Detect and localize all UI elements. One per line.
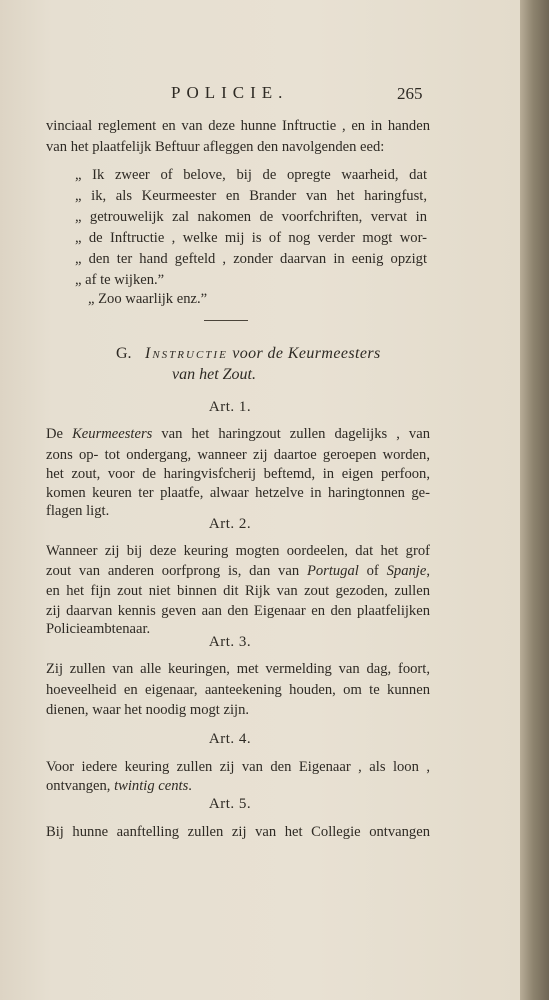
- article-line: Wanneer zij bij deze keuring mogten oordeelen, dat het grof: [46, 543, 430, 559]
- article-line: zij daarvan kennis geven aan den Eigenaar en den plaatfelijken: [46, 603, 430, 619]
- article-line: en het fijn zout niet binnen dit Rijk van zout gezoden, zullen: [46, 583, 430, 599]
- article-heading: Art. 5.: [208, 796, 252, 812]
- article-line: dienen, waar het noodig mogt zijn.: [46, 702, 250, 718]
- article-line: Zij zullen van alle keuringen, met vermelding van dag, foort,: [46, 661, 430, 677]
- intro-line: vinciaal reglement en van deze hunne Inftructie , en in handen: [46, 118, 430, 134]
- section-title-line1: Instructie voor de Keurmeesters: [145, 345, 381, 362]
- article-line-text: De Keurmeesters van het haringzout zullen dagelijks , van: [46, 426, 430, 442]
- oath-line: „ getrouwelijk zal nakomen de voorfchriften, vervat in: [75, 209, 427, 225]
- article-line: [46, 426, 430, 443]
- oath-line: „ de Inftructie , welke mij is of nog verder mogt wor-: [75, 230, 427, 246]
- section-divider: [204, 320, 248, 321]
- running-title: POLICIE.: [171, 83, 289, 102]
- article-heading: Art. 2.: [208, 516, 252, 532]
- article-line: flagen ligt.: [46, 503, 110, 519]
- article-line: zons op- tot ondergang, wanneer zij daartoe geroepen worden,: [46, 447, 430, 463]
- intro-line: van het plaatfelijk Beftuur afleggen den navolgenden eed:: [46, 139, 385, 155]
- article-heading: Art. 1.: [208, 399, 252, 415]
- section-title-line2: van het Zout.: [172, 366, 256, 383]
- article-line: komen keuren ter plaatfe, alwaar hetzelve in haringtonnen ge-: [46, 485, 430, 501]
- article-line: zout van anderen oorfprong is, dan van Portugal of Spanje,: [46, 563, 430, 579]
- oath-line: „ den ter hand gefteld , zonder daarvan in eenig opzigt: [75, 251, 427, 267]
- article-line: hoeveelheid en eigenaar, aanteekening houden, om te kunnen: [46, 682, 430, 698]
- article-line: het zout, voor de haringvisfcherij beftemd, in eigen perfoon,: [46, 466, 430, 482]
- oath-line: „ Ik zweer of belove, bij de opregte waarheid, dat: [75, 167, 427, 183]
- oath-line: „ af te wijken.”: [75, 272, 165, 288]
- page-edge-shadow: [520, 0, 549, 1000]
- section-letter: G.: [116, 345, 132, 362]
- article-line: Policieambtenaar.: [46, 621, 151, 637]
- page-number: 265: [397, 84, 423, 103]
- oath-closing: „ Zoo waarlijk enz.”: [88, 291, 208, 307]
- article-line: ontvangen, twintig cents.: [46, 778, 192, 794]
- oath-line: „ ik, als Keurmeester en Brander van het haringfust,: [75, 188, 427, 204]
- article-heading: Art. 4.: [208, 731, 252, 747]
- article-heading: Art. 3.: [208, 634, 252, 650]
- article-line: Voor iedere keuring zullen zij van den Eigenaar , als loon ,: [46, 759, 430, 775]
- article-line: Bij hunne aanftelling zullen zij van het Collegie ontvangen: [46, 824, 430, 840]
